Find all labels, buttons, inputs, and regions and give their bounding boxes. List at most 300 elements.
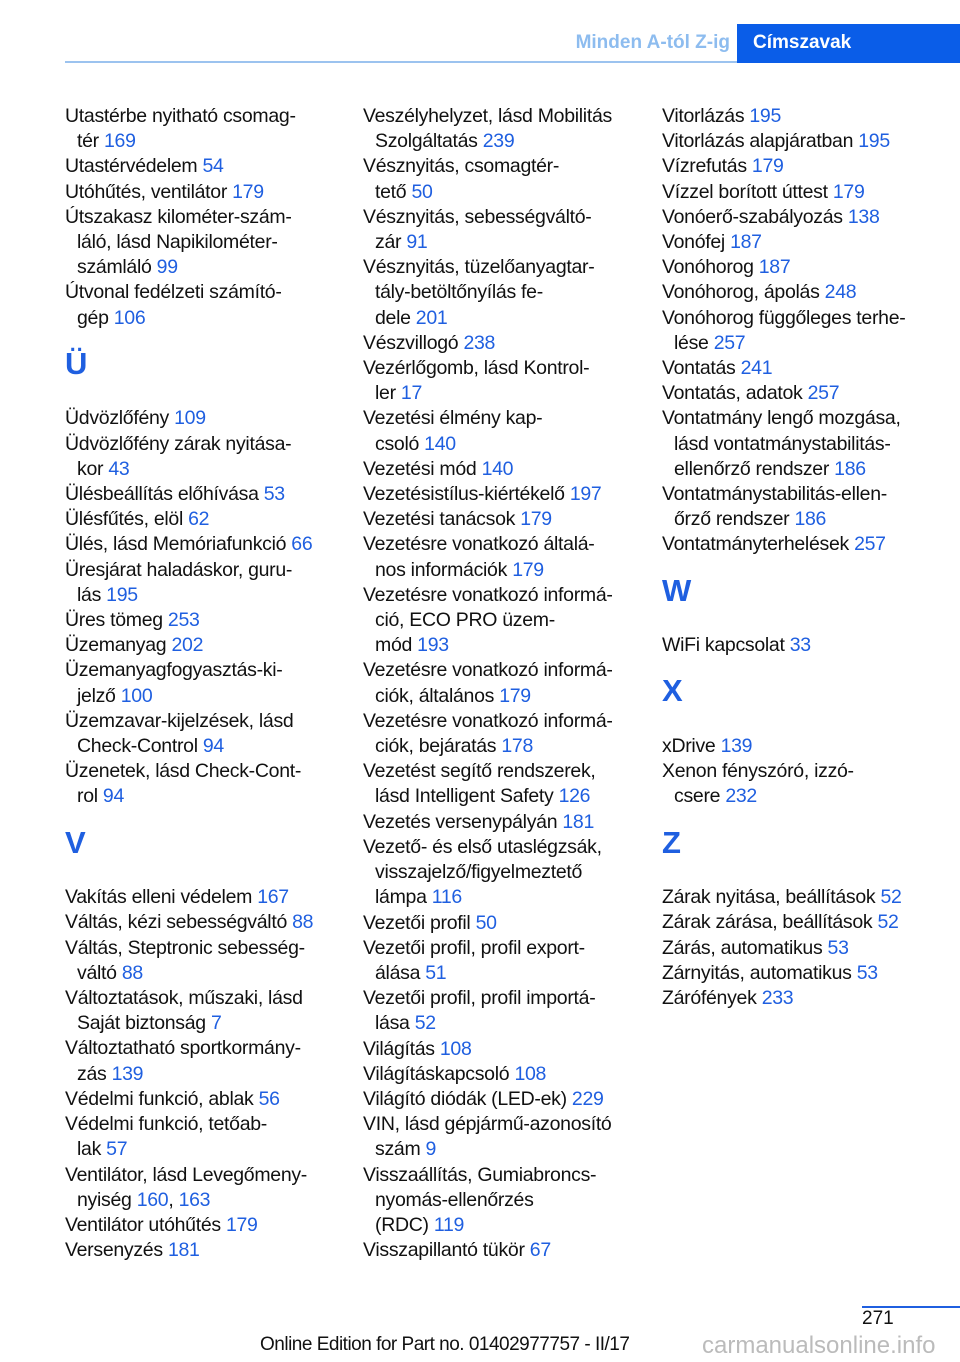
index-entry-line: [363, 255, 653, 280]
page-link[interactable]: 257: [807, 382, 840, 405]
page-link[interactable]: 126: [558, 785, 591, 808]
index-term: Vezetésre vonatkozó informá-: [363, 659, 613, 682]
index-entry-line: [363, 558, 653, 583]
index-entry: [363, 1062, 653, 1087]
index-entry-line: [363, 1037, 653, 1062]
index-term: Védelmi funkció, tetőab-: [65, 1113, 267, 1136]
index-entry: [662, 356, 952, 381]
index-entry: [363, 1238, 653, 1263]
index-entry-line: [363, 1137, 653, 1162]
index-entry-line: [363, 180, 653, 205]
index-entry: [662, 961, 952, 986]
page-link[interactable]: 106: [113, 306, 146, 329]
index-entry-line: [65, 1087, 355, 1112]
page-link[interactable]: 160: [136, 1188, 169, 1211]
index-term: Üres tömeg: [65, 609, 163, 632]
index-entry-line: [662, 457, 952, 482]
index-term: Vontatmányterhelések: [662, 533, 849, 556]
index-term: Utóhűtés, ventilátor: [65, 180, 228, 203]
index-entry: [363, 154, 653, 204]
page-link[interactable]: 9: [425, 1138, 437, 1161]
index-entry: [662, 280, 952, 305]
index-entry: [363, 104, 653, 154]
index-term: mód: [375, 634, 413, 657]
page-link[interactable]: 94: [102, 785, 124, 808]
index-entry-line: [363, 961, 653, 986]
index-term: Vezetői profil, profil export-: [363, 936, 585, 959]
index-entry-line: [662, 482, 952, 507]
header-divider: [65, 61, 737, 63]
page-link[interactable]: 253: [167, 609, 200, 632]
index-term: lak: [77, 1138, 102, 1161]
index-entry: [662, 129, 952, 154]
page-link[interactable]: 51: [425, 961, 447, 984]
index-entry-line: [662, 432, 952, 457]
page-link[interactable]: 163: [178, 1188, 211, 1211]
index-term: lásd vontatmánystabilitás-: [674, 432, 891, 455]
index-entry: [65, 558, 355, 608]
index-term: gép: [77, 306, 109, 329]
index-entry-line: [65, 1062, 355, 1087]
index-term: tály-betöltőnyílás fe-: [375, 281, 543, 304]
index-term: rol: [77, 785, 98, 808]
index-term: Vonóhorog: [662, 256, 754, 279]
page-link[interactable]: 257: [854, 533, 886, 556]
page-link[interactable]: 140: [424, 432, 456, 455]
index-entry-line: [363, 356, 653, 381]
index-term: visszajelző/figyelmeztető: [375, 861, 583, 884]
page-link[interactable]: 179: [499, 684, 531, 707]
page-link[interactable]: 197: [569, 483, 602, 506]
index-entry: [65, 633, 355, 658]
index-entry: [65, 432, 355, 482]
index-entry-line: [65, 1036, 355, 1061]
index-term: nyomás-ellenőrzés: [375, 1188, 534, 1211]
index-term: Ülésbeállítás előhívása: [65, 483, 259, 506]
index-entry: [662, 936, 952, 961]
index-term: lása: [375, 1012, 410, 1035]
index-term: ciók, bejáratás: [375, 735, 497, 758]
index-entry-line: [65, 306, 355, 331]
index-term: Üzenetek, lásd Check-Cont-: [65, 760, 302, 783]
index-term: Vonóhorog függőleges terhe-: [662, 306, 906, 329]
index-term: Vezérlőgomb, lásd Kontrol-: [363, 357, 590, 380]
index-term: Világítás: [363, 1037, 435, 1060]
index-entry-line: [65, 180, 355, 205]
index-entry: [363, 835, 653, 911]
page-link[interactable]: 67: [529, 1239, 551, 1262]
index-entry: [65, 104, 355, 154]
page-link[interactable]: 232: [725, 785, 757, 808]
index-term: Vontatmánystabilitás-ellen-: [662, 483, 887, 506]
page-link[interactable]: 138: [847, 205, 880, 228]
page-link[interactable]: 187: [758, 256, 791, 279]
index-entry: [363, 936, 653, 986]
page-link[interactable]: 7: [210, 1012, 222, 1035]
index-term: Változtatások, műszaki, lásd: [65, 987, 303, 1010]
page-link[interactable]: 181: [562, 810, 595, 833]
index-entry-line: [65, 986, 355, 1011]
page-link[interactable]: 248: [824, 281, 857, 304]
page-link[interactable]: 109: [174, 407, 206, 430]
index-term: Zárnyitás, automatikus: [662, 961, 852, 984]
page-link[interactable]: 50: [411, 180, 433, 203]
page-link[interactable]: 53: [827, 936, 849, 959]
index-entry-line: [65, 104, 355, 129]
index-entry-line: [363, 784, 653, 809]
page-link[interactable]: 179: [225, 1213, 258, 1236]
index-term: dele: [375, 306, 411, 329]
page-link[interactable]: 179: [520, 508, 552, 531]
index-entry-line: [363, 205, 653, 230]
index-entry: [363, 658, 653, 708]
index-term: Üzemzavar-kijelzések, lásd: [65, 709, 294, 732]
index-entry: [65, 180, 355, 205]
index-term: Vontatás: [662, 357, 736, 380]
index-term: Veszélyhelyzet, lásd Mobilitás: [363, 105, 612, 127]
index-term: lámpa: [375, 886, 427, 909]
index-entry-line: [662, 885, 952, 910]
page-link[interactable]: 52: [880, 886, 902, 909]
index-entry-line: [363, 1011, 653, 1036]
index-term: Utastérbe nyitható csomag-: [65, 105, 296, 127]
index-entry-line: [363, 280, 653, 305]
page-link[interactable]: 201: [415, 306, 448, 329]
index-entry-line: [662, 910, 952, 935]
index-term: Vonóhorog, ápolás: [662, 281, 820, 304]
page-link[interactable]: 229: [571, 1087, 604, 1110]
index-entry-line: [65, 910, 355, 935]
page-link[interactable]: 179: [232, 180, 264, 203]
page-link[interactable]: 62: [188, 508, 210, 531]
index-term: Vontatmány lengő mozgása,: [662, 407, 901, 430]
index-term: Vezetésre vonatkozó informá-: [363, 583, 613, 606]
tab-keywords[interactable]: Címszavak: [737, 24, 960, 63]
index-entry-line: [65, 1011, 355, 1036]
page-link[interactable]: 52: [414, 1012, 436, 1035]
index-term: álása: [375, 961, 421, 984]
index-term: Zárás, automatikus: [662, 936, 823, 959]
page-link[interactable]: 179: [832, 180, 865, 203]
page-link[interactable]: 239: [482, 130, 515, 153]
index-term: Ülésfűtés, elöl: [65, 508, 183, 531]
index-entry-line: [662, 759, 952, 784]
index-entry: [363, 331, 653, 356]
index-entry-line: [363, 406, 653, 431]
index-entry-line: [363, 583, 653, 608]
index-entry-line: [65, 759, 355, 784]
index-term: Vezetésistílus-kiértékelő: [363, 483, 565, 506]
page-link[interactable]: 178: [501, 735, 533, 758]
index-entry-line: [363, 507, 653, 532]
index-term: láló, lásd Napikilométer-: [77, 231, 278, 254]
index-term: Vezetési mód: [363, 457, 477, 480]
index-term: Üzemanyagfogyasztás-ki-: [65, 659, 283, 682]
index-entry-line: [65, 558, 355, 583]
page-link[interactable]: 52: [877, 911, 899, 934]
page-link[interactable]: 66: [291, 533, 313, 556]
index-entry-line: [662, 255, 952, 280]
index-entry-line: [65, 205, 355, 230]
index-term: ció, ECO PRO üzem-: [375, 609, 555, 632]
index-entry-line: [65, 1163, 355, 1188]
index-term: Vezetésre vonatkozó informá-: [363, 709, 613, 732]
index-entry: [65, 482, 355, 507]
index-term: zár: [375, 231, 402, 254]
index-entry-line: [363, 154, 653, 179]
index-entry-line: [65, 1112, 355, 1137]
index-entry: [662, 532, 952, 557]
index-entry-line: [65, 532, 355, 557]
index-entry-line: [662, 381, 952, 406]
index-term: Vízrefutás: [662, 155, 747, 178]
index-term: Változtatható sportkormány-: [65, 1037, 301, 1060]
page-number: 271: [862, 1308, 894, 1329]
index-entry-line: [65, 154, 355, 179]
index-entry-line: [662, 104, 952, 129]
index-entry-line: [363, 1213, 653, 1238]
section-letter-heading: V: [65, 824, 86, 860]
index-entry: [65, 205, 355, 281]
index-entry: [662, 381, 952, 406]
page-link[interactable]: 140: [481, 457, 514, 480]
index-term: Szolgáltatás: [375, 130, 478, 153]
index-term: csere: [674, 785, 721, 808]
index-term: kor: [77, 457, 104, 480]
index-term: szám: [375, 1138, 421, 1161]
section-letter-heading: Ü: [65, 345, 88, 381]
index-entry: [65, 1112, 355, 1162]
page-link[interactable]: 257: [713, 331, 746, 354]
index-entry: [662, 255, 952, 280]
page-link[interactable]: 88: [121, 961, 143, 984]
index-entry: [363, 759, 653, 809]
index-term: Vésznyitás, tüzelőanyagtar-: [363, 256, 595, 279]
index-entry-line: [363, 457, 653, 482]
index-entry-line: [65, 583, 355, 608]
page-link[interactable]: 88: [292, 911, 314, 934]
index-entry-line: [65, 255, 355, 280]
index-entry-line: [363, 658, 653, 683]
page-link[interactable]: 186: [794, 508, 827, 531]
tab-all-a-z[interactable]: Minden A-tól Z-ig: [575, 32, 730, 53]
index-entry: [363, 1112, 653, 1162]
index-term: Útvonal fedélzeti számító-: [65, 281, 282, 304]
index-entry-line: [65, 457, 355, 482]
index-term: Vontatás, adatok: [662, 382, 803, 405]
index-entry-line: [363, 482, 653, 507]
page-link[interactable]: 119: [433, 1213, 465, 1236]
page-link[interactable]: 238: [463, 331, 496, 354]
index-entry-line: [363, 810, 653, 835]
page-link[interactable]: 241: [740, 357, 773, 380]
index-term: Vezetés versenypályán: [363, 810, 558, 833]
index-entry-line: [662, 532, 952, 557]
page-link[interactable]: 99: [156, 256, 178, 279]
index-entry: [363, 1037, 653, 1062]
index-term: Visszapillantó tükör: [363, 1239, 525, 1262]
index-term: Világításkapcsoló: [363, 1062, 510, 1085]
page-link[interactable]: 108: [439, 1037, 472, 1060]
index-entry-line: [363, 381, 653, 406]
index-term: VIN, lásd gépjármű-azonosító: [363, 1113, 612, 1136]
index-entry-line: [363, 1112, 653, 1137]
index-entry-line: [662, 633, 952, 658]
index-term: zás: [77, 1062, 107, 1085]
index-entry-line: [65, 280, 355, 305]
index-entry: [363, 255, 653, 331]
page-link[interactable]: 179: [751, 155, 784, 178]
index-term: WiFi kapcsolat: [662, 634, 785, 657]
index-entry-line: [65, 633, 355, 658]
index-term: lése: [674, 331, 709, 354]
index-entry-line: [363, 986, 653, 1011]
index-term: Utastérvédelem: [65, 155, 198, 178]
index-entry: [662, 734, 952, 759]
page-link[interactable]: 57: [106, 1138, 128, 1161]
index-entry: [65, 658, 355, 708]
page-link[interactable]: 43: [108, 457, 130, 480]
page-link[interactable]: 33: [789, 634, 811, 657]
watermark: carmanualsonline.info: [702, 1332, 936, 1359]
page-link[interactable]: 187: [730, 231, 762, 254]
index-entry-line: [363, 532, 653, 557]
page-link[interactable]: 193: [417, 634, 449, 657]
index-entry: [662, 104, 952, 129]
page-link[interactable]: 53: [263, 483, 285, 506]
page-link[interactable]: 56: [258, 1087, 280, 1110]
index-term: Zárak nyitása, beállítások: [662, 886, 876, 909]
index-entry-line: [363, 230, 653, 255]
index-term: tér: [77, 130, 99, 153]
index-entry: [65, 986, 355, 1036]
index-entry: [65, 1087, 355, 1112]
index-entry: [363, 532, 653, 582]
index-entry-line: [662, 306, 952, 331]
index-term: számláló: [77, 256, 152, 279]
section-letter-heading: Z: [662, 824, 681, 860]
index-entry-line: [65, 1137, 355, 1162]
index-entry: [662, 205, 952, 230]
page-link[interactable]: 53: [856, 961, 878, 984]
index-term: Vezetési tanácsok: [363, 508, 516, 531]
index-term: lásd Intelligent Safety: [375, 785, 554, 808]
index-entry-line: [662, 936, 952, 961]
index-entry: [363, 406, 653, 456]
section-letter-heading: W: [662, 572, 691, 608]
index-entry-line: [363, 608, 653, 633]
index-entry-line: [65, 734, 355, 759]
index-entry: [363, 457, 653, 482]
page-link[interactable]: 94: [202, 735, 224, 758]
page-link[interactable]: 54: [202, 155, 224, 178]
page-link[interactable]: 100: [120, 684, 153, 707]
index-entry-line: [662, 180, 952, 205]
index-entry-line: [662, 230, 952, 255]
page-link[interactable]: 202: [171, 634, 204, 657]
index-entry: [65, 759, 355, 809]
index-entry-line: [363, 104, 653, 129]
index-entry-line: [662, 986, 952, 1011]
index-entry-line: [363, 1163, 653, 1188]
page-link[interactable]: 91: [406, 231, 428, 254]
index-entry: [65, 608, 355, 633]
index-entry-line: [363, 911, 653, 936]
index-entry: [363, 986, 653, 1036]
index-entry-line: [363, 860, 653, 885]
index-entry: [363, 482, 653, 507]
index-term: váltó: [77, 961, 117, 984]
index-entry: [662, 986, 952, 1011]
index-entry-line: [662, 205, 952, 230]
index-term: Vitorlázás: [662, 105, 745, 127]
index-term: Vonófej: [662, 231, 725, 254]
page-link[interactable]: 195: [749, 105, 782, 127]
page-link[interactable]: 139: [720, 735, 753, 758]
index-entry-line: [65, 709, 355, 734]
page-link[interactable]: 179: [512, 558, 544, 581]
page-link[interactable]: 169: [103, 130, 136, 153]
index-entry-line: nyiség 160, 163: [77, 1188, 211, 1211]
page-link[interactable]: 167: [257, 886, 289, 909]
index-entry-line: [65, 406, 355, 431]
index-entry: [363, 709, 653, 759]
index-term: Ülés, lásd Memóriafunkció: [65, 533, 287, 556]
index-entry: [65, 532, 355, 557]
index-entry: [65, 406, 355, 431]
page-link[interactable]: 50: [475, 911, 497, 934]
index-entry: [65, 936, 355, 986]
index-entry: [363, 1163, 653, 1239]
page-link[interactable]: 181: [167, 1239, 200, 1262]
index-term: nos információk: [375, 558, 508, 581]
page-link[interactable]: 195: [106, 583, 138, 606]
index-column-1: [65, 104, 355, 1263]
page-link[interactable]: 17: [400, 382, 422, 405]
index-entry: [363, 356, 653, 406]
index-term: Zárak zárása, beállítások: [662, 911, 873, 934]
page-link[interactable]: 139: [111, 1062, 144, 1085]
index-entry: [65, 709, 355, 759]
index-term: tető: [375, 180, 407, 203]
page-link[interactable]: 186: [834, 457, 866, 480]
index-entry: [363, 1087, 653, 1112]
page-link[interactable]: 233: [761, 987, 794, 1010]
index-entry: [662, 406, 952, 482]
index-entry-line: [363, 709, 653, 734]
index-term: (RDC): [375, 1213, 429, 1236]
index-entry-line: [363, 885, 653, 910]
page-link[interactable]: 108: [514, 1062, 547, 1085]
page-link[interactable]: 116: [431, 886, 462, 909]
index-term: őrző rendszer: [674, 508, 790, 531]
page-link[interactable]: 195: [858, 130, 890, 153]
edition-footer: Online Edition for Part no. 01402977757 - II/17: [260, 1334, 630, 1355]
index-term: Világító diódák (LED-ek): [363, 1087, 567, 1110]
index-entry-line: [363, 633, 653, 658]
index-term: Védelmi funkció, ablak: [65, 1087, 254, 1110]
index-term: ler: [375, 382, 396, 405]
index-entry-line: [662, 784, 952, 809]
index-entry-line: [65, 608, 355, 633]
index-term: Váltás, kézi sebességváltó: [65, 911, 287, 934]
index-entry-line: [363, 1062, 653, 1087]
index-entry-line: [65, 885, 355, 910]
index-entry-line: [662, 734, 952, 759]
index-entry-line: [65, 961, 355, 986]
index-entry: [662, 885, 952, 910]
index-entry-line: [363, 759, 653, 784]
